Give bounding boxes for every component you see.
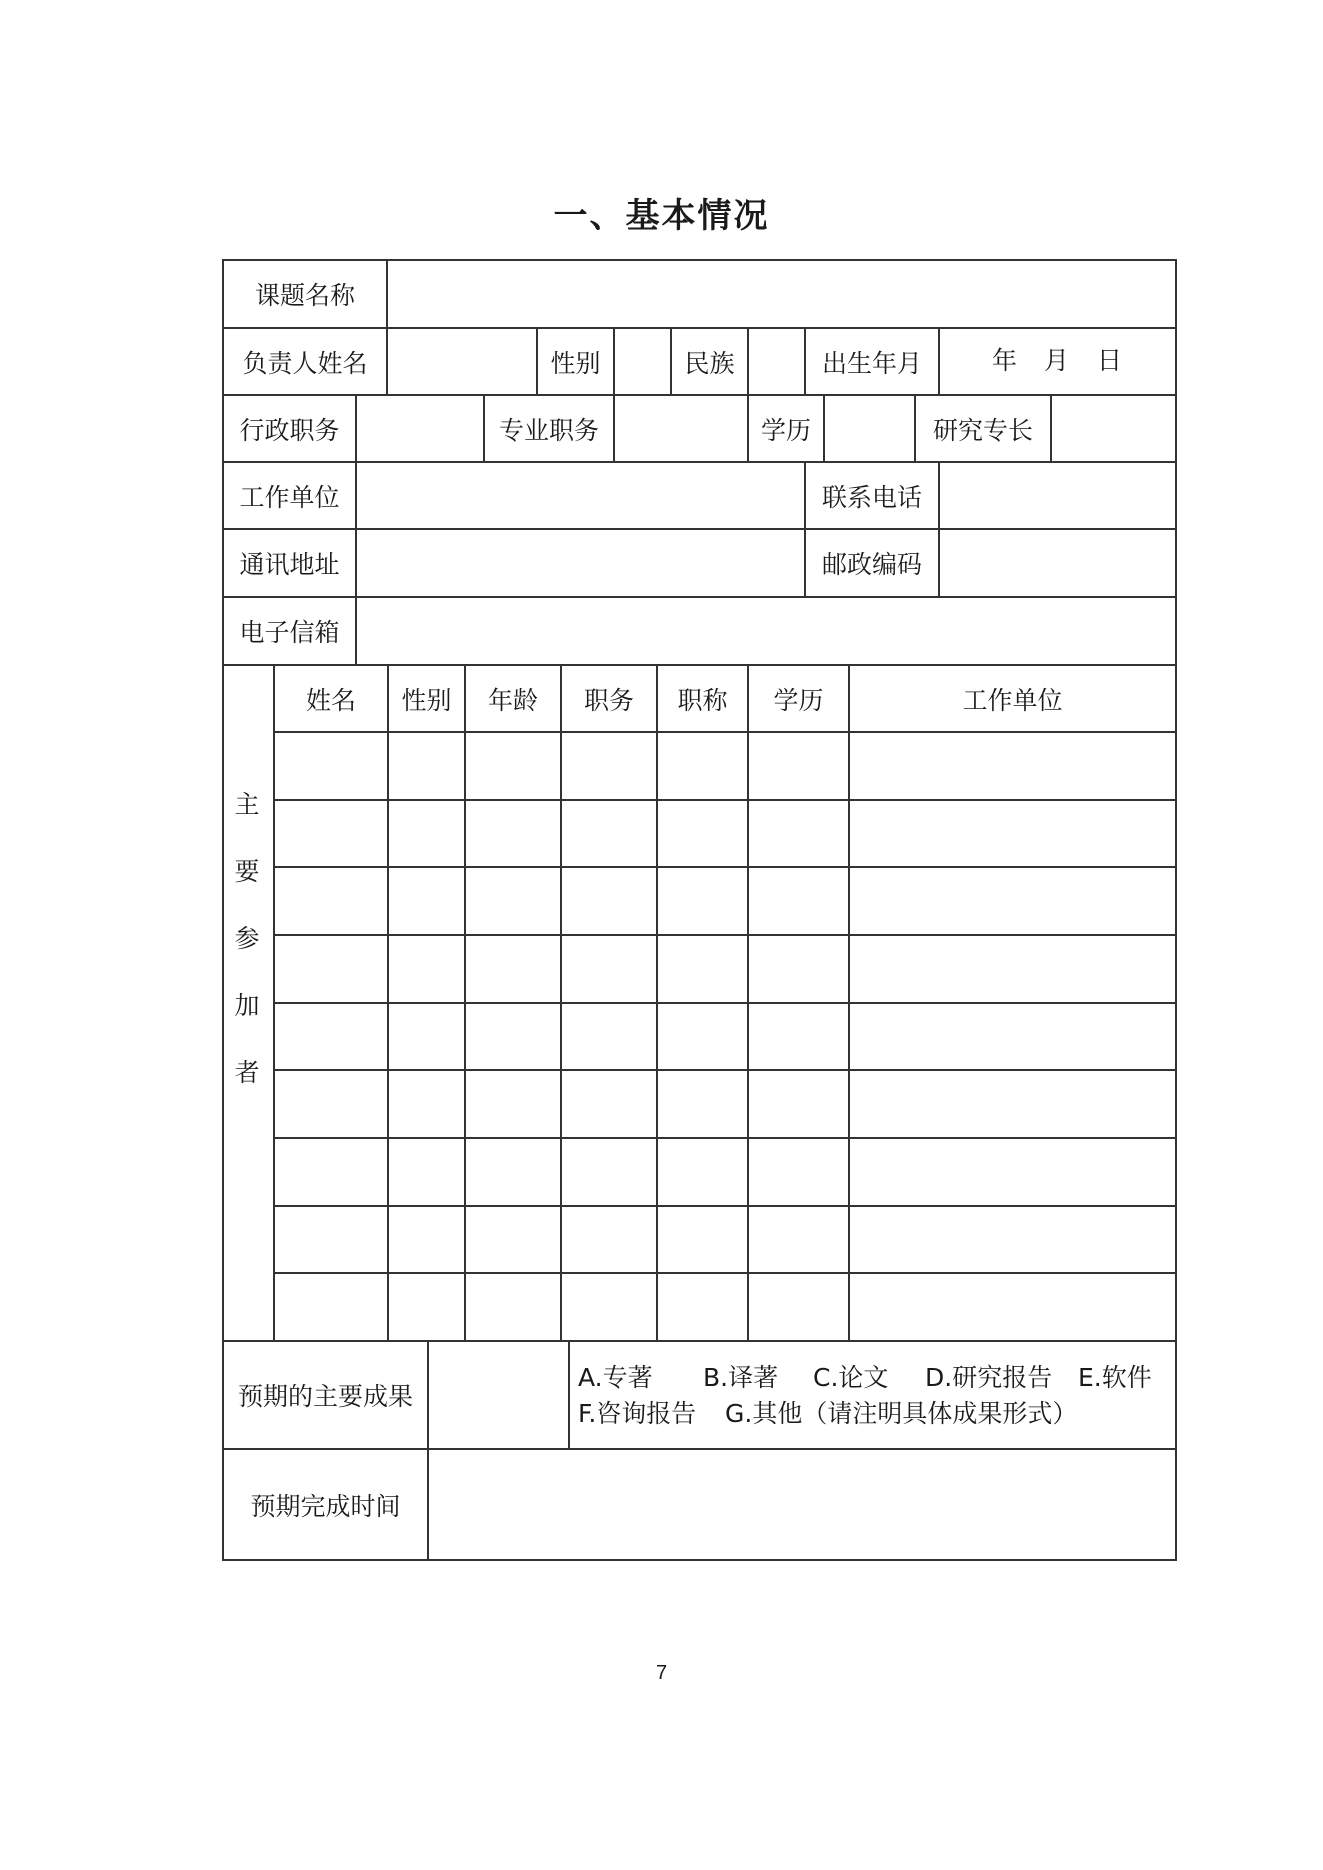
col-divider xyxy=(273,664,275,1342)
option-d: D.研究报告 xyxy=(925,1363,1053,1392)
col-divider xyxy=(560,664,562,1342)
work-unit-field[interactable] xyxy=(357,463,804,528)
side-char: 加 xyxy=(234,991,260,1020)
education-field[interactable] xyxy=(825,396,914,461)
col-header-work-unit: 工作单位 xyxy=(962,685,1063,715)
col-header-name: 姓名 xyxy=(305,685,356,715)
row-divider xyxy=(273,1272,1177,1274)
row-divider xyxy=(273,1002,1177,1004)
leader-name-field[interactable] xyxy=(388,329,536,394)
project-name-label: 课题名称 xyxy=(254,281,355,310)
specialty-label: 研究专长 xyxy=(932,415,1033,445)
ethnicity-label: 民族 xyxy=(684,348,735,378)
address-field[interactable] xyxy=(357,530,804,596)
col-header-gender: 性别 xyxy=(401,685,452,715)
work-unit-label: 工作单位 xyxy=(239,482,340,512)
professional-post-label: 专业职务 xyxy=(498,415,599,445)
side-char: 者 xyxy=(234,1058,260,1087)
row-divider xyxy=(273,866,1177,868)
result-options xyxy=(578,1360,1152,1432)
option-g: G.其他（请注明具体成果形式） xyxy=(725,1399,1078,1428)
phone-field[interactable] xyxy=(940,463,1175,528)
side-char: 主 xyxy=(234,790,260,819)
col-divider xyxy=(848,664,850,1342)
col-divider xyxy=(656,664,658,1342)
specialty-field[interactable] xyxy=(1052,396,1175,461)
email-label: 电子信箱 xyxy=(239,618,340,647)
option-b: B.译著 xyxy=(703,1363,779,1392)
page-title: 一、基本情况 xyxy=(553,196,770,236)
col-divider xyxy=(568,1340,570,1450)
col-header-age: 年龄 xyxy=(487,685,538,715)
col-divider xyxy=(387,664,389,1342)
email-field[interactable] xyxy=(357,598,1175,664)
gender-label: 性别 xyxy=(550,348,601,378)
option-a: A.专著 xyxy=(578,1363,653,1392)
side-char: 参 xyxy=(234,924,260,953)
col-divider xyxy=(747,664,749,1342)
row-divider xyxy=(273,799,1177,801)
row-divider xyxy=(273,1069,1177,1071)
leader-name-label: 负责人姓名 xyxy=(242,348,368,378)
side-char: 要 xyxy=(234,857,260,886)
birth-date-label: 出生年月 xyxy=(821,348,922,378)
col-divider xyxy=(938,327,940,396)
option-e: E.软件 xyxy=(1078,1363,1152,1392)
phone-label: 联系电话 xyxy=(821,482,922,512)
expected-results-label: 预期的主要成果 xyxy=(237,1382,413,1411)
day-label: 日 xyxy=(1097,346,1123,375)
page-number: 7 xyxy=(655,1662,668,1684)
row-divider xyxy=(273,1205,1177,1207)
row-divider xyxy=(273,731,1177,733)
col-header-education: 学历 xyxy=(773,685,824,715)
project-name-field[interactable] xyxy=(388,261,1175,327)
participants-side-label xyxy=(232,790,262,1125)
expected-results-field[interactable] xyxy=(429,1342,568,1448)
education-label: 学历 xyxy=(760,415,811,445)
postcode-field[interactable] xyxy=(940,530,1175,596)
col-divider xyxy=(464,664,466,1342)
row-divider xyxy=(273,1137,1177,1139)
professional-post-field[interactable] xyxy=(615,396,747,461)
admin-post-field[interactable] xyxy=(357,396,483,461)
address-label: 通讯地址 xyxy=(239,550,340,579)
year-label: 年 xyxy=(992,346,1018,375)
month-label: 月 xyxy=(1044,346,1070,375)
col-header-title: 职称 xyxy=(677,685,728,715)
gender-field[interactable] xyxy=(615,329,670,394)
row-divider xyxy=(273,934,1177,936)
option-c: C.论文 xyxy=(813,1363,889,1392)
option-f: F.咨询报告 xyxy=(578,1399,697,1428)
ethnicity-field[interactable] xyxy=(749,329,804,394)
admin-post-label: 行政职务 xyxy=(239,415,340,445)
expected-completion-field[interactable] xyxy=(429,1450,1175,1559)
expected-completion-label: 预期完成时间 xyxy=(250,1491,401,1521)
col-header-post: 职务 xyxy=(583,685,634,715)
postcode-label: 邮政编码 xyxy=(821,550,922,579)
